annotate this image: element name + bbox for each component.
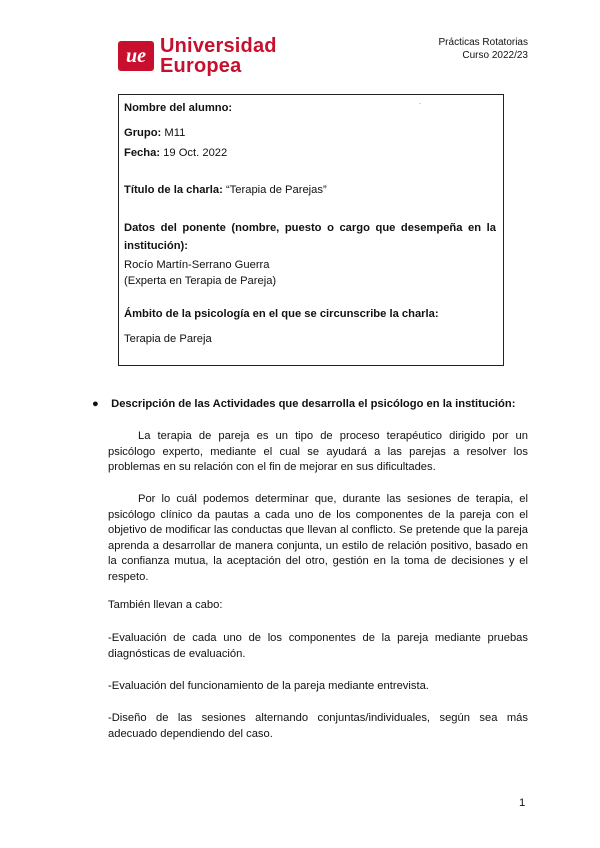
- logo-mark-text: ue: [126, 45, 146, 67]
- activity-item-2: -Evaluación del funcionamiento de la pareja mediante entrevista.: [108, 680, 429, 692]
- speaker-label-line-1: Datos del ponente (nombre, puesto o cargo que desempeña en la: [124, 222, 496, 234]
- speaker-role: (Experta en Terapia de Pareja): [124, 275, 277, 287]
- logo-line-1: Universidad: [160, 35, 277, 57]
- activities-title-text: Descripción de las Actividades que desarrolla el psicólogo en la institución:: [111, 398, 516, 410]
- ue-logo-icon: [118, 41, 154, 71]
- date-label: Fecha:: [124, 147, 161, 159]
- date-value: 19 Oct. 2022: [163, 147, 228, 159]
- speaker-label-line-2: institución):: [124, 240, 189, 252]
- date-row: [124, 146, 496, 160]
- paragraph-1: La terapia de pareja es un tipo de proceso terapéutico dirigido por un psicólogo experto, mediante el cual se ayudará a las parejas a resolver los problemas en su relación con el fin de mejorar en sus dificultades.: [108, 430, 528, 473]
- group-label: Grupo:: [124, 127, 162, 139]
- header-course-year: Curso 2022/23: [462, 50, 528, 61]
- bullet-icon: ●: [92, 398, 99, 410]
- logo-line-2: Europea: [160, 55, 242, 77]
- talk-title-row: [124, 183, 496, 197]
- scope-label: Ámbito de la psicología en el que se circunscribe la charla:: [124, 308, 439, 320]
- group-value: M11: [164, 127, 186, 139]
- talk-title-value: “Terapia de Parejas”: [225, 184, 327, 196]
- page-number: 1: [519, 797, 526, 809]
- talk-title-label: Título de la charla:: [124, 184, 223, 196]
- activity-item-3: -Diseño de las sesiones alternando conjuntas/individuales, según sea más adecuado dependiendo del caso.: [108, 712, 528, 740]
- paragraph-3: También llevan a cabo:: [108, 599, 223, 611]
- activity-item-1: -Evaluación de cada uno de los componentes de la pareja mediante pruebas diagnósticas de evaluación.: [108, 632, 528, 660]
- logo-wordmark: [160, 36, 277, 76]
- speaker-name: Rocío Martín-Serrano Guerra: [124, 259, 270, 271]
- student-name-label: Nombre del alumno:: [124, 102, 233, 114]
- scope-value: Terapia de Pareja: [124, 333, 212, 345]
- activities-section-title: [92, 398, 515, 410]
- header-practice-title: Prácticas Rotatorias: [438, 37, 528, 48]
- group-row: [124, 126, 496, 140]
- student-info-box: [118, 94, 504, 366]
- paragraph-2: Por lo cuál podemos determinar que, durante las sesiones de terapia, el psicólogo clínico da pautas a cada uno de los componentes de la pareja con el objetivo de modificar las conductas que llevan al conflicto. Se pretende que la pareja aprenda a desarrollar de manera conjunta, un estilo de relación positivo, basado en la confianza mutua, la aceptación del otro, gestión en la toma de decisiones y el respeto.: [108, 493, 528, 583]
- university-logo: [118, 36, 277, 76]
- header-course-info: [439, 36, 528, 62]
- stray-dot: ·: [419, 101, 421, 107]
